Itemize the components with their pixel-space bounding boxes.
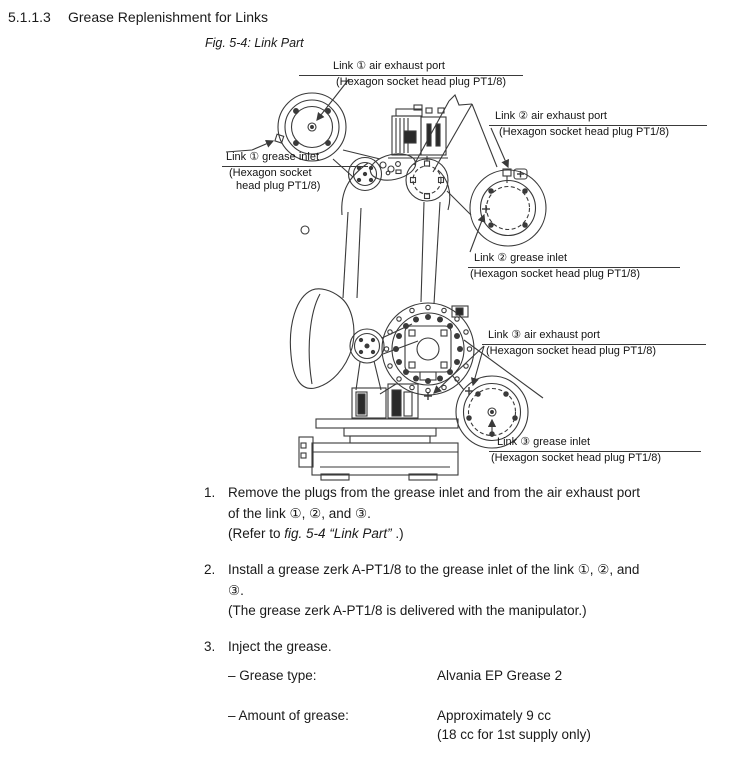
grease-type-label: – Grease type:: [228, 668, 317, 683]
step-3: [204, 637, 714, 658]
callout-link2-grease-inlet: Link ② grease inlet (Hexagon socket head plug PT1/8): [468, 252, 680, 281]
step-1: [204, 483, 714, 545]
callout-link1-air-exhaust: Link ① air exhaust port (Hexagon socket head plug PT1/8): [299, 60, 523, 89]
link2-detail-circle: [447, 169, 546, 246]
step-1-number: 1.: [204, 485, 216, 500]
step-1-refer: (Refer to fig. 5-4 “Link Part” .): [228, 526, 404, 541]
grease-type-row: [228, 666, 562, 685]
callout-link3-grease-inlet: Link ③ grease inlet (Hexagon socket head plug PT1/8): [489, 436, 701, 465]
robot-base: [299, 384, 458, 480]
grease-amount-value: Approximately 9 cc (18 cc for 1st supply only): [437, 708, 591, 742]
step-2-line1: Install a grease zerk A-PT1/8 to the grease inlet of the link ①, ②, and: [228, 562, 640, 577]
step-3-line1: Inject the grease.: [228, 639, 332, 654]
step-2-line2: ③.: [228, 582, 244, 598]
section-title: Grease Replenishment for Links: [68, 9, 268, 25]
callout-leader-lines: [226, 79, 508, 437]
figure-caption: Fig. 5-4: Link Part: [205, 36, 304, 50]
callout-link3-air-exhaust: Link ③ air exhaust port (Hexagon socket head plug PT1/8): [482, 329, 706, 358]
step-1-line1: Remove the plugs from the grease inlet and from the air exhaust port: [228, 485, 640, 500]
grease-type-value: Alvania EP Grease 2: [437, 668, 563, 683]
step-2: [204, 560, 714, 622]
robot-body: [290, 226, 418, 390]
callout-link1-grease-inlet: Link ① grease inlet (Hexagon socket head plug PT1/8): [222, 151, 368, 194]
grease-amount-label: – Amount of grease:: [228, 708, 349, 723]
step-3-number: 3.: [204, 639, 216, 654]
step-1-line2: of the link ①, ②, and ③.: [228, 505, 371, 521]
step-2-line3: (The grease zerk A-PT1/8 is delivered with the manipulator.): [228, 603, 587, 618]
callout-link2-air-exhaust: Link ② air exhaust port (Hexagon socket head plug PT1/8): [489, 110, 707, 139]
section-number: 5.1.1.3: [8, 9, 51, 25]
grease-amount-row: [228, 706, 591, 744]
link3-gear-joint: [382, 303, 474, 395]
step-2-number: 2.: [204, 562, 216, 577]
motor-assembly: [388, 105, 448, 158]
